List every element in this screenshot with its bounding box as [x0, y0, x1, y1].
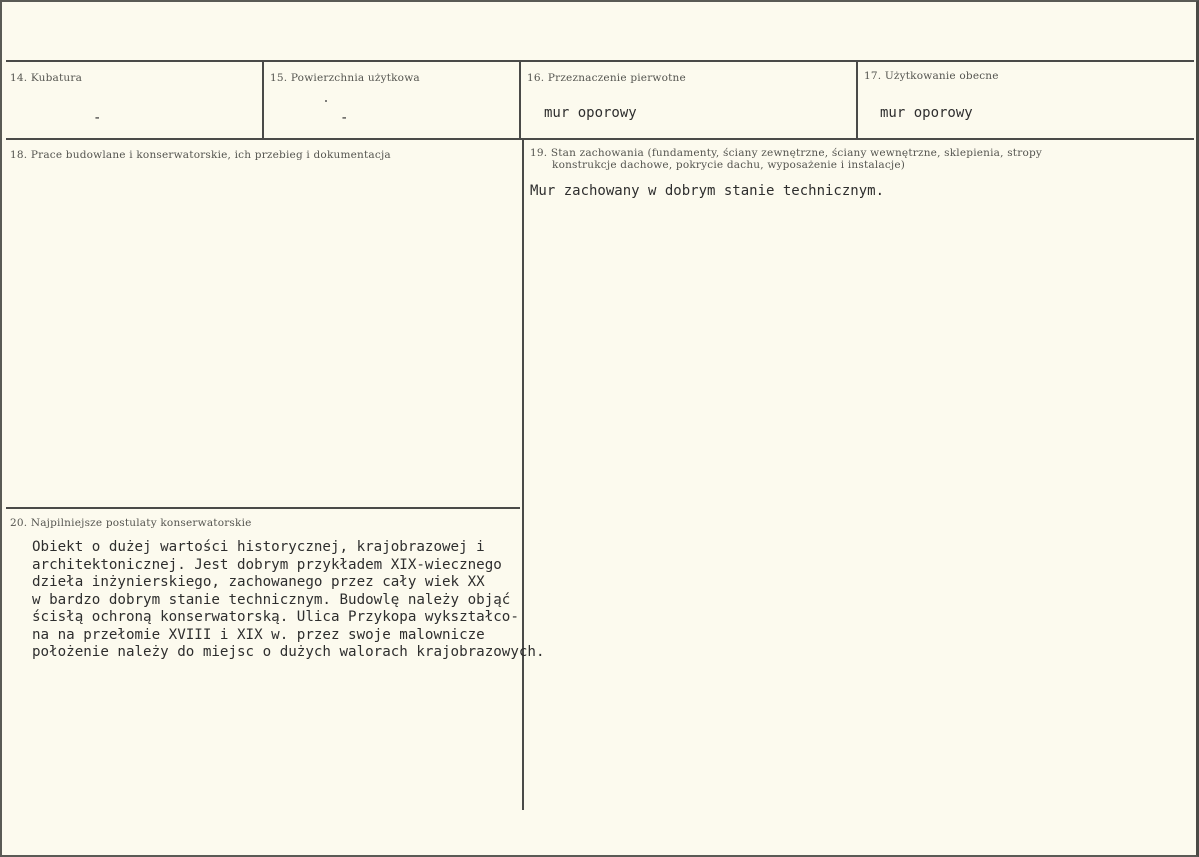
field-20-line: ścisłą ochroną konserwatorską. Ulica Przykopa wykształco-	[32, 609, 519, 625]
field-20-value	[32, 539, 545, 662]
field-20-line: w bardzo dobrym stanie technicznym. Budowlę należy objąć	[32, 591, 511, 608]
field-17-value: mur oporowy	[880, 105, 973, 121]
field-17-label: 17. Użytkowanie obecne	[864, 70, 999, 82]
divider-15-16	[519, 62, 521, 139]
field-20-line: architektonicznej. Jest dobrym przykładem XIX-wiecznego	[32, 556, 502, 573]
field-20-line: na na przełomie XVIII i XIX w. przez swoje malownicze	[32, 626, 485, 643]
main-vertical-divider	[522, 140, 524, 810]
field-20-line: położenie należy do miejsc o dużych walorach krajobrazowych.	[32, 644, 545, 660]
field-19-label-line1: 19. Stan zachowania (fundamenty, ściany zewnętrzne, ściany wewnętrzne, sklepienia, stropy	[530, 147, 1043, 159]
field-14-label: 14. Kubatura	[10, 72, 83, 84]
field-15-label: 15. Powierzchnia użytkowa	[270, 72, 420, 84]
field-14-value: -	[93, 110, 102, 126]
row1-bottom-rule	[6, 138, 1194, 140]
field-16-label: 16. Przeznaczenie pierwotne	[527, 72, 686, 84]
field-16-value: mur oporowy	[544, 105, 637, 121]
stray-dot	[325, 100, 327, 102]
divider-14-15	[262, 62, 264, 139]
field-18-label: 18. Prace budowlane i konserwatorskie, ich przebieg i dokumentacja	[10, 149, 391, 161]
field-19-label	[530, 147, 1042, 171]
field-15-value: -	[340, 110, 349, 126]
field-19-value: Mur zachowany w dobrym stanie technicznym.	[530, 183, 885, 199]
field-20-line: dzieła inżynierskiego, zachowanego przez cały wiek XX	[32, 574, 485, 590]
field-20-label: 20. Najpilniejsze postulaty konserwatorskie	[10, 517, 252, 529]
divider-16-17	[856, 62, 858, 139]
field-20-line: Obiekt o dużej wartości historycznej, krajobrazowej i	[32, 539, 485, 555]
field-19-label-line2: konstrukcje dachowe, pokrycie dachu, wyposażenie i instalacje)	[552, 159, 906, 171]
top-rule	[6, 60, 1194, 62]
section18-bottom-rule	[6, 507, 520, 509]
